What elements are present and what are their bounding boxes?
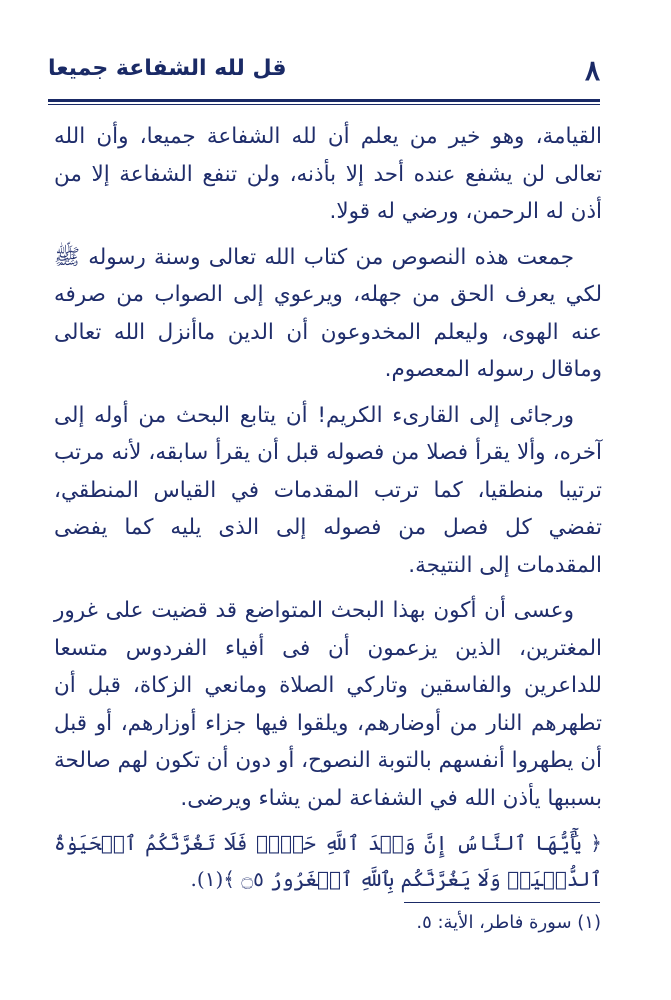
body-text [54,118,602,905]
footnote-rule [404,902,600,903]
footnote: (١) سورة فاطر، الأية: ٥. [416,912,601,933]
running-title: قل لله الشفاعة جميعا [48,56,287,81]
paragraph-2: جمعت هذه النصوص من كتاب الله تعالى وسنة رسوله ﷺ لكي يعرف الحق من جهله، ويرعوي إلى الصواب من صرفه عنه الهوى، وليعلم المخدوعون أن الدين ماأنزل الله تعالى وماقال رسوله المعصوم. [54,244,602,382]
page-number: ٨ [584,54,600,87]
paragraph-4: وعسى أن أكون بهذا البحث المتواضع قد قضيت على غرور المغترين، الذين يزعمون أن فى أفياء الفردوس متسعا للداعرين والفاسقين وتاركي الصلاة ومانعي الزكاة، قبل أن تطهرهم النار من أوضارهم، ويلقوا فيها جزاء أوزارهم، أو قبل أن يطهروا أنفسهم بالتوبة النصوح، أو دون أن تكون لهم صالحة بسببها يأذن الله في الشفاعة لمن يشاء ويرضى. [53,598,602,811]
paragraph-1: القيامة، وهو خير من يعلم أن لله الشفاعة جميعا، وأن الله تعالى لن يشفع عنده أحد إلا بأذنه، ولن تنفع الشفاعة إلا من أذن له الرحمن، ورضي له قولا. [54,124,602,224]
header-rule [48,99,600,102]
quran-verse: ﴿ يَٰٓأَيُّهَا ٱلنَّاسُ إِنَّ وَعۡدَ ٱللَّهِ حَقّٞۖ فَلَا تَغُرَّنَّكُمُ ٱلۡحَيَوٰةُ ٱلدُّنۡيَاۖ وَلَا يَغُرَّنَّكُم بِٱللَّهِ ٱلۡغَرُورُ ۝٥ ﴾(١). [54,831,602,891]
page-header [48,54,600,98]
paragraph-3: ورجائى إلى القارىء الكريم! أن يتابع البحث من أوله إلى آخره، وألا يقرأ فصلا من فصوله قبل أن يقرأ سابقه، لأنه مرتب ترتيبا منطقيا، كما ترتب المقدمات في القياس المنطقي، تفضي كل فصل من فصوله إلى الذى يليه كما يفضى المقدمات إلى النتيجة. [54,402,602,578]
header-rule-thin [48,104,600,105]
